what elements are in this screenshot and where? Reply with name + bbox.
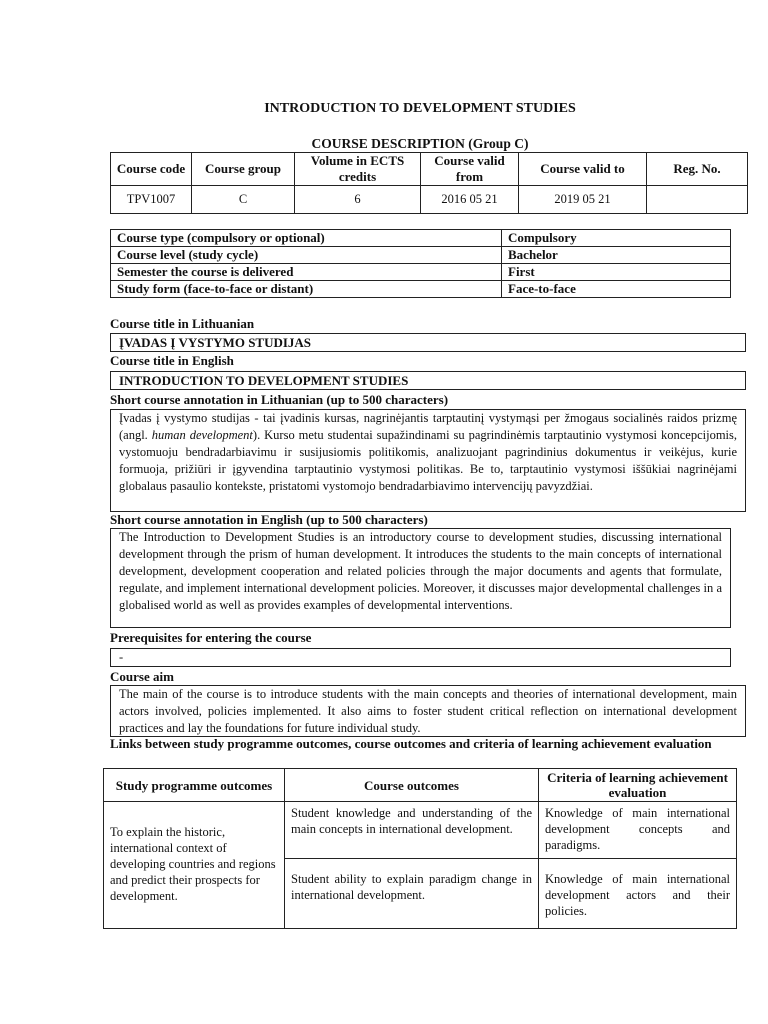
reg-no bbox=[647, 186, 748, 214]
annotation-en-text: The Introduction to Development Studies is an introductory course to development studies, discussing international development through the prism of human development. It introduces the students to the main concepts of international development, development cooperation and related policies through the major documents and agents that formulate, regulate, and implement international development policies. Moreover, it discusses major developmental challenges in a globalised world as well as provides examples of developmental interventions. bbox=[119, 530, 722, 612]
valid-from: 2016 05 21 bbox=[421, 186, 519, 214]
title-en-box: INTRODUCTION TO DEVELOPMENT STUDIES bbox=[110, 371, 746, 390]
header-reg-no: Reg. No. bbox=[647, 153, 748, 186]
links-label: Links between study programme outcomes, course outcomes and criteria of learning achievement evaluation bbox=[110, 736, 712, 751]
info-value: Face-to-face bbox=[502, 281, 731, 298]
annotation-en-label: Short course annotation in English (up to 500 characters) bbox=[110, 512, 428, 527]
ects-credits: 6 bbox=[295, 186, 421, 214]
document-title: INTRODUCTION TO DEVELOPMENT STUDIES bbox=[264, 101, 576, 116]
table-row bbox=[111, 230, 731, 247]
course-details-table bbox=[110, 152, 748, 214]
course-info-table bbox=[110, 229, 731, 298]
info-label: Course type (compulsory or optional) bbox=[111, 230, 502, 247]
aim-box bbox=[110, 685, 746, 737]
table-row bbox=[111, 281, 731, 298]
header-valid-to: Course valid to bbox=[519, 153, 647, 186]
title-en-label: Course title in English bbox=[110, 353, 234, 368]
info-label: Semester the course is delivered bbox=[111, 264, 502, 281]
annotation-lt-label: Short course annotation in Lithuanian (up to 500 characters) bbox=[110, 392, 449, 407]
outcomes-table bbox=[103, 768, 737, 929]
valid-to: 2019 05 21 bbox=[519, 186, 647, 214]
prereq-label: Prerequisites for entering the course bbox=[110, 630, 312, 645]
header-valid-from: Course valid from bbox=[421, 153, 519, 186]
course-outcome: Student knowledge and understanding of the main concepts in international development. bbox=[285, 802, 539, 859]
header-ects-credits: Volume in ECTS credits bbox=[295, 153, 421, 186]
info-label: Study form (face-to-face or distant) bbox=[111, 281, 502, 298]
title-lt-label: Course title in Lithuanian bbox=[110, 316, 255, 331]
annotation-en-box bbox=[110, 528, 731, 628]
criteria: Knowledge of main international development actors and their policies. bbox=[539, 859, 737, 929]
annotation-lt-text-1: Įvadas į vystymo studijas - tai įvadinis kursas, nagrinėjantis tarptautinį vystymąsi per žmogaus socialinės raidos prizmę (angl. bbox=[119, 411, 737, 442]
annotation-lt-italic: human development bbox=[151, 428, 253, 442]
annotation-lt-text-2: ). Kurso metu studentai supažindinami su pagrindinėmis tarptautinio vystymosi koncepcijomis, vystomuoju bendradarbiavimu ir susijusiomis politikomis, analizuojant pagrindinius dokumentus ir veikėjus, kurie formuoja, prižiūri ir įgyvendina tarptautinio vystymosi politikas. Be to, tarptautinio vystymosi iššūkiai nagrinėjami globalaus pasaulio kontekste, pristatomi vystomojo bendradarbiavimo intervencijų pavyzdžiai. bbox=[119, 428, 738, 493]
course-group: C bbox=[192, 186, 295, 214]
aim-label: Course aim bbox=[110, 669, 174, 684]
header-programme-outcomes: Study programme outcomes bbox=[104, 769, 285, 802]
info-value: Bachelor bbox=[502, 247, 731, 264]
header-course-outcomes: Course outcomes bbox=[285, 769, 539, 802]
criteria: Knowledge of main international development concepts and paradigms. bbox=[539, 802, 737, 859]
info-value: First bbox=[502, 264, 731, 281]
course-outcome: Student ability to explain paradigm change in international development. bbox=[285, 859, 539, 929]
annotation-lt-box bbox=[110, 409, 746, 512]
table-row bbox=[111, 247, 731, 264]
programme-outcome: To explain the historic, international context of developing countries and regions and predict their prospects for development. bbox=[104, 802, 285, 929]
header-course-code: Course code bbox=[111, 153, 192, 186]
table-row bbox=[104, 802, 737, 859]
aim-text: The main of the course is to introduce students with the main concepts and theories of international development, main actors involved, policies implemented. It also aims to foster student critical reflection on international development practices and lay the foundations for future individual study. bbox=[119, 687, 737, 735]
header-criteria: Criteria of learning achievement evaluation bbox=[539, 769, 737, 802]
course-code: TPV1007 bbox=[111, 186, 192, 214]
info-value: Compulsory bbox=[502, 230, 731, 247]
info-label: Course level (study cycle) bbox=[111, 247, 502, 264]
document-subtitle: COURSE DESCRIPTION (Group C) bbox=[311, 136, 529, 151]
prereq-box: - bbox=[110, 648, 731, 667]
title-lt-box: ĮVADAS Į VYSTYMO STUDIJAS bbox=[110, 333, 746, 352]
table-row bbox=[111, 264, 731, 281]
header-course-group: Course group bbox=[192, 153, 295, 186]
